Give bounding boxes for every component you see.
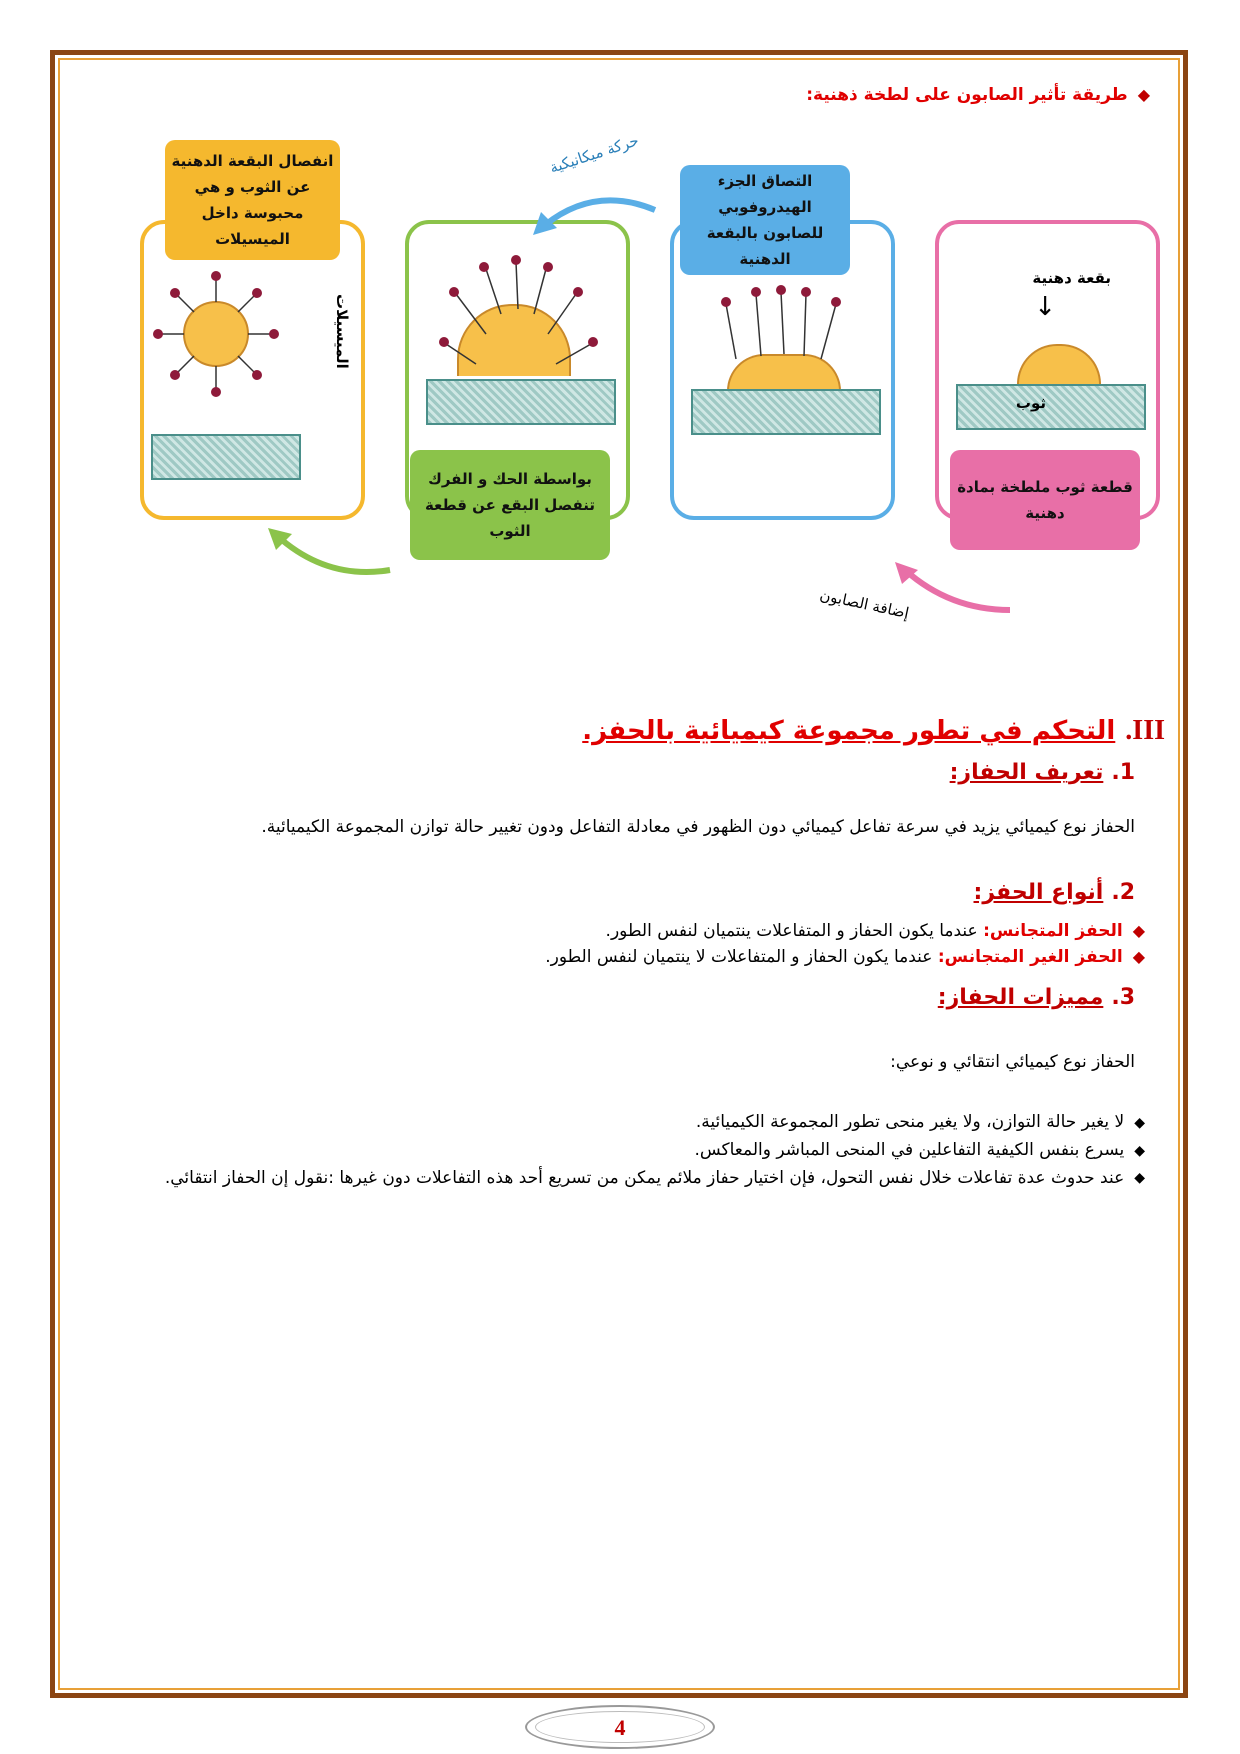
arrow-green — [260, 520, 400, 590]
caption-micelles: انفصال البقعة الدهنية عن الثوب و هي محبوسة داخل الميسيلات — [165, 140, 340, 260]
intro-heading: ◆طريقة تأثير الصابون على لطخة ذهنية: — [806, 85, 1150, 105]
list-item: ◆لا يغير حالة التوازن، ولا يغير منحى تطور المجموعة الكيميائية. — [695, 1112, 1145, 1132]
section3-title: التحكم في تطور مجموعة كيميائية بالحفز. — [582, 716, 1116, 746]
arrow-mechanical — [525, 180, 665, 240]
panel-micelles — [140, 220, 365, 520]
section3-numeral: III. — [1125, 715, 1165, 746]
sub2-heading: 2.أنواع الحفز: — [973, 880, 1135, 905]
page-number-oval — [525, 1705, 715, 1749]
page-number: 4 — [614, 1715, 626, 1740]
cloth-piece — [956, 384, 1146, 430]
diamond-bullet-icon: ◆ — [1132, 947, 1145, 966]
label-add-soap: إضافة الصابون — [818, 585, 911, 623]
stain-label: بقعة دهنية — [1032, 269, 1111, 287]
diamond-bullet-icon: ◆ — [1134, 1170, 1145, 1186]
list-item: ◆يسرع بنفس الكيفية التفاعلين في المنحى المباشر والمعاكس. — [694, 1140, 1145, 1160]
caption-hydrophobic-attach: التصاق الجزء الهيدروفوبي للصابون بالبقعة الدهنية — [680, 165, 850, 275]
cloth-piece — [151, 434, 301, 480]
diamond-bullet-icon: ◆ — [1134, 1143, 1145, 1159]
soap-action-diagram — [80, 120, 1160, 680]
sub3-heading: 3.مميزات الحفاز: — [937, 985, 1135, 1010]
sub1-heading: 1.تعريف الحفاز: — [949, 760, 1135, 785]
arrow-add-soap — [890, 560, 1020, 620]
types-list — [545, 918, 1145, 970]
caption-stained-cloth: قطعة ثوب ملطخة بمادة دهنية — [950, 450, 1140, 550]
cloth-piece — [426, 379, 616, 425]
caption-scrubbing: بواسطة الحك و الفرك تنفصل البقع عن قطعة الثوب — [410, 450, 610, 560]
diamond-bullet-icon: ◆ — [1137, 85, 1150, 104]
features-intro: الحفاز نوع كيميائي انتقائي و نوعي: — [890, 1052, 1135, 1072]
micelles-brace-label: الميسيلات — [333, 294, 351, 369]
diamond-bullet-icon: ◆ — [1132, 921, 1145, 940]
micelle — [151, 269, 281, 399]
list-item: ◆الحفز المتجانس: عندما يكون الحفاز و المتفاعلات ينتميان لنفس الطور. — [605, 921, 1145, 941]
cloth-piece — [691, 389, 881, 435]
list-item: ◆ عند حدوث عدة تفاعلات خلال نفس التحول، فإن اختيار حفاز ملائم يمكن من تسريع أحد هذه التفاعلات دون غيرها :نقول إن الحفاز انتقائي. — [105, 1166, 1145, 1191]
section3-heading — [582, 715, 1165, 747]
label-mechanical: حركة ميكانيكية — [547, 131, 641, 177]
list-item: ◆الحفز الغير المتجانس: عندما يكون الحفاز و المتفاعلات لا ينتميان لنفس الطور. — [545, 947, 1145, 967]
definition-text: الحفاز نوع كيميائي يزيد في سرعة تفاعل كيميائي دون الظهور في معادلة التفاعل ودون تغيير حالة توازن المجموعة الكيميائية. — [261, 817, 1135, 837]
down-arrow-icon: ↓ — [1034, 292, 1056, 322]
soap-molecules — [426, 254, 606, 374]
soap-molecules — [696, 284, 866, 364]
cloth-label: ثوب — [1015, 394, 1046, 412]
features-list — [105, 1110, 1145, 1191]
oil-stain — [1017, 344, 1101, 386]
diamond-bullet-icon: ◆ — [1134, 1115, 1145, 1131]
